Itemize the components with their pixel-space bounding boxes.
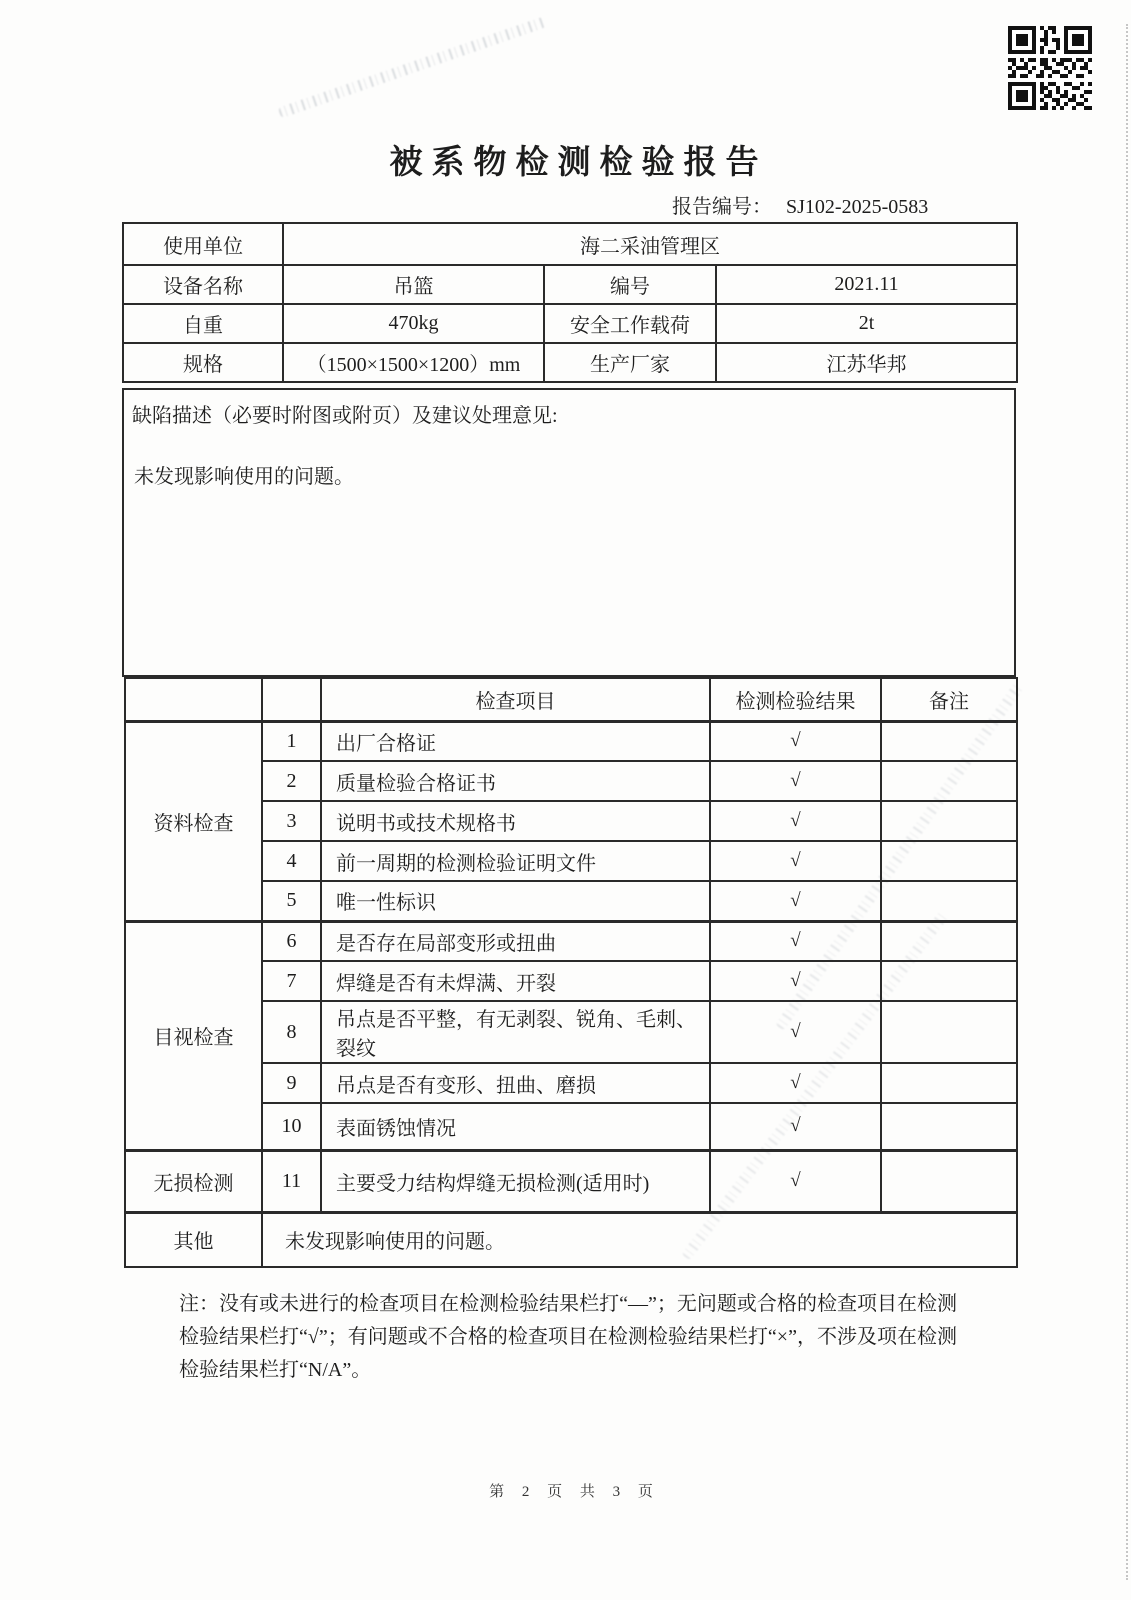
remark-cell [881,841,1017,881]
group-label: 目视检查 [125,921,262,1150]
field-value: 470kg [283,304,544,343]
report-number-line [672,190,982,219]
group-header-cell [125,678,262,721]
remark-cell [881,761,1017,801]
field-label: 安全工作载荷 [544,304,716,343]
row-number: 3 [262,801,321,841]
page-title: 被系物检测检验报告 [389,145,768,181]
field-value: 江苏华邦 [716,343,1017,382]
group-label: 无损检测 [125,1150,262,1212]
field-value: 海二采油管理区 [283,223,1017,265]
number-header-cell [262,678,321,721]
defect-description-heading: 缺陷描述（必要时附图或附页）及建议处理意见: [132,405,558,427]
result-checkmark: √ [710,921,881,961]
remark-cell [881,881,1017,921]
note-text: 注：没有或未进行的检查项目在检测检验结果栏打“—”；无问题或合格的检查项目在检测检验结果栏打“√”；有问题或不合格的检查项目在检测检验结果栏打“×”，不涉及项在检测检验结果栏打“N/A”。 [179,1293,957,1381]
equipment-info-table [122,222,1018,383]
result-checkmark: √ [710,1063,881,1103]
field-label: 使用单位 [123,223,283,265]
row-number: 7 [262,961,321,1001]
check-item: 主要受力结构焊缝无损检测(适用时) [321,1150,710,1212]
defect-description-content: 未发现影响使用的问题。 [134,466,354,488]
result-checkmark: √ [710,1150,881,1212]
checklist-header-row [125,678,1017,721]
item-header: 检查项目 [321,678,710,721]
page-number: 第 2 页 共 3 页 [489,1484,657,1500]
check-item: 吊点是否平整，有无剥裂、锐角、毛刺、裂纹 [321,1001,710,1063]
remark-cell [881,1001,1017,1063]
report-number-value: SJ102-2025-0583 [786,196,929,218]
table-row [123,343,1017,382]
group-label: 资料检查 [125,721,262,921]
check-item: 说明书或技术规格书 [321,801,710,841]
field-value: 吊篮 [283,265,544,304]
watermark-stamp [278,17,546,119]
row-number: 2 [262,761,321,801]
result-checkmark: √ [710,1103,881,1150]
field-label: 自重 [123,304,283,343]
result-checkmark: √ [710,761,881,801]
table-row [125,921,1017,961]
other-row [125,1212,1017,1267]
remark-cell [881,921,1017,961]
defect-description-box [122,388,1016,677]
scan-edge-artifact [1126,24,1128,1580]
field-label: 生产厂家 [544,343,716,382]
table-row [123,223,1017,265]
row-number: 5 [262,881,321,921]
field-label: 规格 [123,343,283,382]
result-checkmark: √ [710,961,881,1001]
table-row [123,265,1017,304]
report-number-label: 报告编号： [672,196,772,218]
check-item: 质量检验合格证书 [321,761,710,801]
field-value: 2021.11 [716,265,1017,304]
field-value: （1500×1500×1200）mm [283,343,544,382]
other-content: 未发现影响使用的问题。 [262,1212,1017,1267]
remark-cell [881,1103,1017,1150]
row-number: 9 [262,1063,321,1103]
other-label: 其他 [125,1212,262,1267]
field-label: 编号 [544,265,716,304]
result-checkmark: √ [710,801,881,841]
row-number: 4 [262,841,321,881]
remark-cell [881,961,1017,1001]
remark-cell [881,1063,1017,1103]
row-number: 1 [262,721,321,761]
result-checkmark: √ [710,721,881,761]
row-number: 11 [262,1150,321,1212]
row-number: 6 [262,921,321,961]
remark-header: 备注 [881,678,1017,721]
result-header: 检测检验结果 [710,678,881,721]
qr-code-icon [1008,26,1092,110]
remark-cell [881,1150,1017,1212]
result-checkmark: √ [710,841,881,881]
row-number: 10 [262,1103,321,1150]
field-value: 2t [716,304,1017,343]
check-item: 出厂合格证 [321,721,710,761]
table-row [123,304,1017,343]
check-item: 前一周期的检测检验证明文件 [321,841,710,881]
row-number: 8 [262,1001,321,1063]
result-checkmark: √ [710,1001,881,1063]
remark-cell [881,721,1017,761]
result-checkmark: √ [710,881,881,921]
check-item: 焊缝是否有未焊满、开裂 [321,961,710,1001]
check-item: 表面锈蚀情况 [321,1103,710,1150]
check-item: 唯一性标识 [321,881,710,921]
check-item: 是否存在局部变形或扭曲 [321,921,710,961]
table-row [125,1150,1017,1212]
remark-cell [881,801,1017,841]
table-row [125,721,1017,761]
inspection-checklist-table [124,677,1018,1268]
check-item: 吊点是否有变形、扭曲、磨损 [321,1063,710,1103]
field-label: 设备名称 [123,265,283,304]
